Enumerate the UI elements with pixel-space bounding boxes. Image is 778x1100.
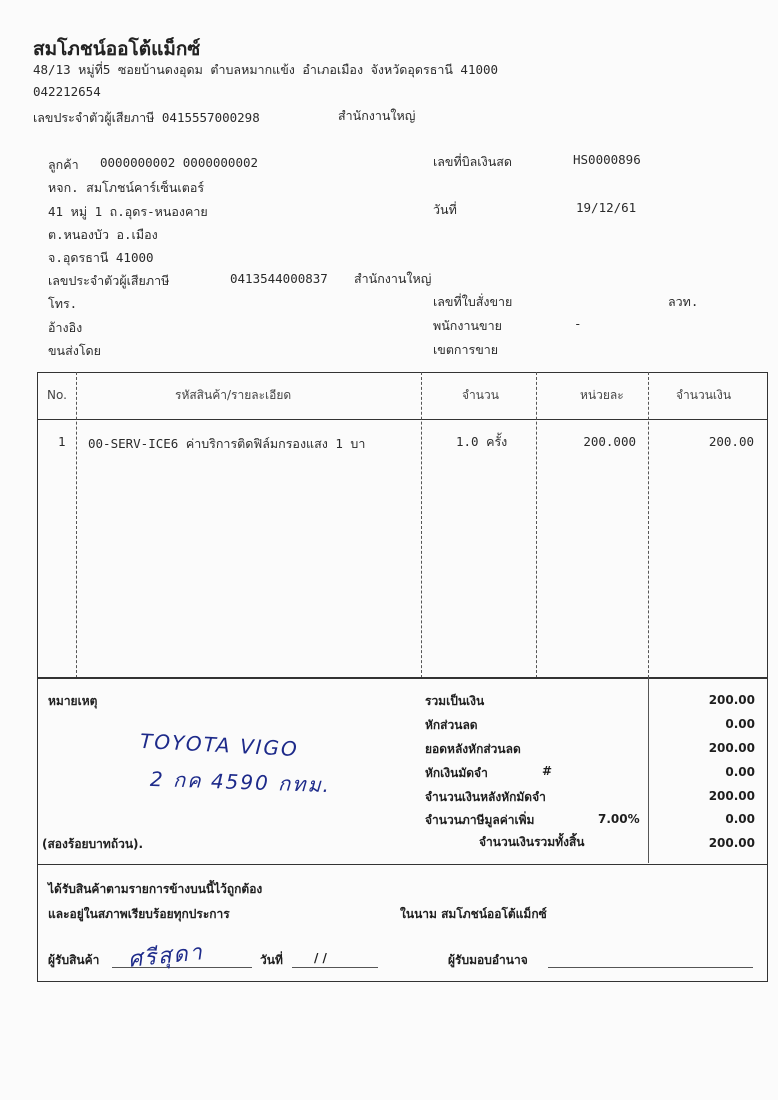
company-address: 48/13 หมู่ที่5 ซอยบ้านดงอุดม ตำบลหมากแข้ง อำเภอเมือง จังหวัดอุดรธานี 41000 xyxy=(33,62,499,77)
row-description: 00-SERV-ICE6 ค่าบริการติดฟิล์มกรองแสง 1 บา xyxy=(88,436,366,451)
after-deposit-value: 200.00 xyxy=(708,789,755,803)
items-table-header-divider xyxy=(37,419,767,420)
authorized-label: ผู้รับมอบอำนาจ xyxy=(448,953,528,967)
col-divider-price xyxy=(648,372,649,678)
customer-address-3: จ.อุดรธานี 41000 xyxy=(48,250,154,265)
company-phone: 042212654 xyxy=(33,84,101,99)
order-no-label: เลขที่ใบสั่งขาย xyxy=(433,294,513,309)
summary-value-divider xyxy=(648,677,649,863)
deposit-label: หักเงินมัดจำ xyxy=(425,766,488,780)
col-divider-qty xyxy=(536,372,537,678)
receive-date-slots: / / xyxy=(314,951,327,965)
subtotal-value: 200.00 xyxy=(708,693,755,707)
grand-total-label: จำนวนเงินรวมทั้งสิ้น xyxy=(479,835,585,849)
header-amount: จำนวนเงิน xyxy=(676,388,732,402)
customer-label: ลูกค้า xyxy=(48,157,79,172)
authorized-signature-line xyxy=(548,967,753,968)
customer-name: หจก. สมโภชน์คาร์เซ็นเตอร์ xyxy=(48,180,205,195)
vat-value: 0.00 xyxy=(725,812,755,826)
header-unit-price: หน่วยละ xyxy=(580,388,624,402)
order-no: ลวท. xyxy=(668,294,699,309)
vat-rate: 7.00% xyxy=(598,812,640,826)
salesman-label: พนักงานขาย xyxy=(433,318,502,333)
row-quantity: 1.0 ครั้ง xyxy=(456,434,508,449)
receiver-label: ผู้รับสินค้า xyxy=(48,953,100,967)
customer-address-2: ต.หนองบัว อ.เมือง xyxy=(48,227,158,242)
sales-area-label: เขตการขาย xyxy=(433,342,499,357)
discount-value: 0.00 xyxy=(725,717,755,731)
deposit-ref-mark: # xyxy=(542,764,553,778)
deposit-value: 0.00 xyxy=(725,765,755,779)
row-amount: 200.00 xyxy=(708,434,754,449)
vat-label: จำนวนภาษีมูลค่าเพิ่ม xyxy=(425,813,535,827)
discount-label: หักส่วนลด xyxy=(425,718,478,732)
company-tax-id: เลขประจำตัวผู้เสียภาษี 0415557000298 xyxy=(33,110,260,125)
receive-date-label: วันที่ xyxy=(260,953,283,967)
after-discount-label: ยอดหลังหักส่วนลด xyxy=(425,742,521,756)
on-behalf-of: ในนาม สมโภชน์ออโต้แม็กซ์ xyxy=(400,907,547,921)
remark-label: หมายเหตุ xyxy=(48,694,98,708)
customer-ref-label: อ้างอิง xyxy=(48,320,83,335)
customer-tel-label: โทร. xyxy=(48,296,78,311)
customer-address-1: 41 หมู่ 1 ถ.อุดร-หนองคาย xyxy=(48,204,208,219)
customer-code: 0000000002 0000000002 xyxy=(100,155,259,170)
receive-date-line xyxy=(292,967,378,968)
subtotal-label: รวมเป็นเงิน xyxy=(425,694,485,708)
grand-total-value: 200.00 xyxy=(708,836,755,850)
date-label: วันที่ xyxy=(433,202,457,217)
customer-ship-label: ขนส่งโดย xyxy=(48,343,101,358)
amount-in-words: (สองร้อยบาทถ้วน). xyxy=(42,837,144,851)
after-discount-value: 200.00 xyxy=(708,741,755,755)
remark-handwriting-vehicle: TOYOTA VIGO xyxy=(139,728,300,762)
customer-tax-label: เลขประจำตัวผู้เสียภาษี xyxy=(48,273,170,288)
date-value: 19/12/61 xyxy=(576,200,637,215)
row-unit-price: 200.000 xyxy=(583,434,636,449)
bill-no-label: เลขที่บิลเงินสด xyxy=(433,154,512,169)
header-quantity: จำนวน xyxy=(462,388,499,402)
remark-handwriting-plate: 2 กค 4590 กทม. xyxy=(149,766,332,798)
row-no: 1 xyxy=(58,434,66,449)
col-divider-no xyxy=(76,372,77,678)
bill-no: HS0000896 xyxy=(573,152,641,167)
company-branch: สำนักงานใหญ่ xyxy=(338,108,416,123)
customer-tax-id: 0413544000837 xyxy=(230,271,328,286)
receipt-statement-2: และอยู่ในสภาพเรียบร้อยทุกประการ xyxy=(48,907,230,921)
after-deposit-label: จำนวนเงินหลังหักมัดจำ xyxy=(425,790,546,804)
customer-branch: สำนักงานใหญ่ xyxy=(354,271,432,286)
col-divider-desc xyxy=(421,372,422,678)
header-no: No. xyxy=(47,388,67,402)
receiver-signature: ศรีสุดา xyxy=(127,940,206,973)
company-name: สมโภชน์ออโต้แม็กซ์ xyxy=(33,38,201,60)
salesman-value: - xyxy=(574,316,582,331)
header-description: รหัสสินค้า/รายละเอียด xyxy=(175,388,292,402)
receipt-statement-1: ได้รับสินค้าตามรายการข้างบนนี้ไว้ถูกต้อง xyxy=(48,882,263,896)
